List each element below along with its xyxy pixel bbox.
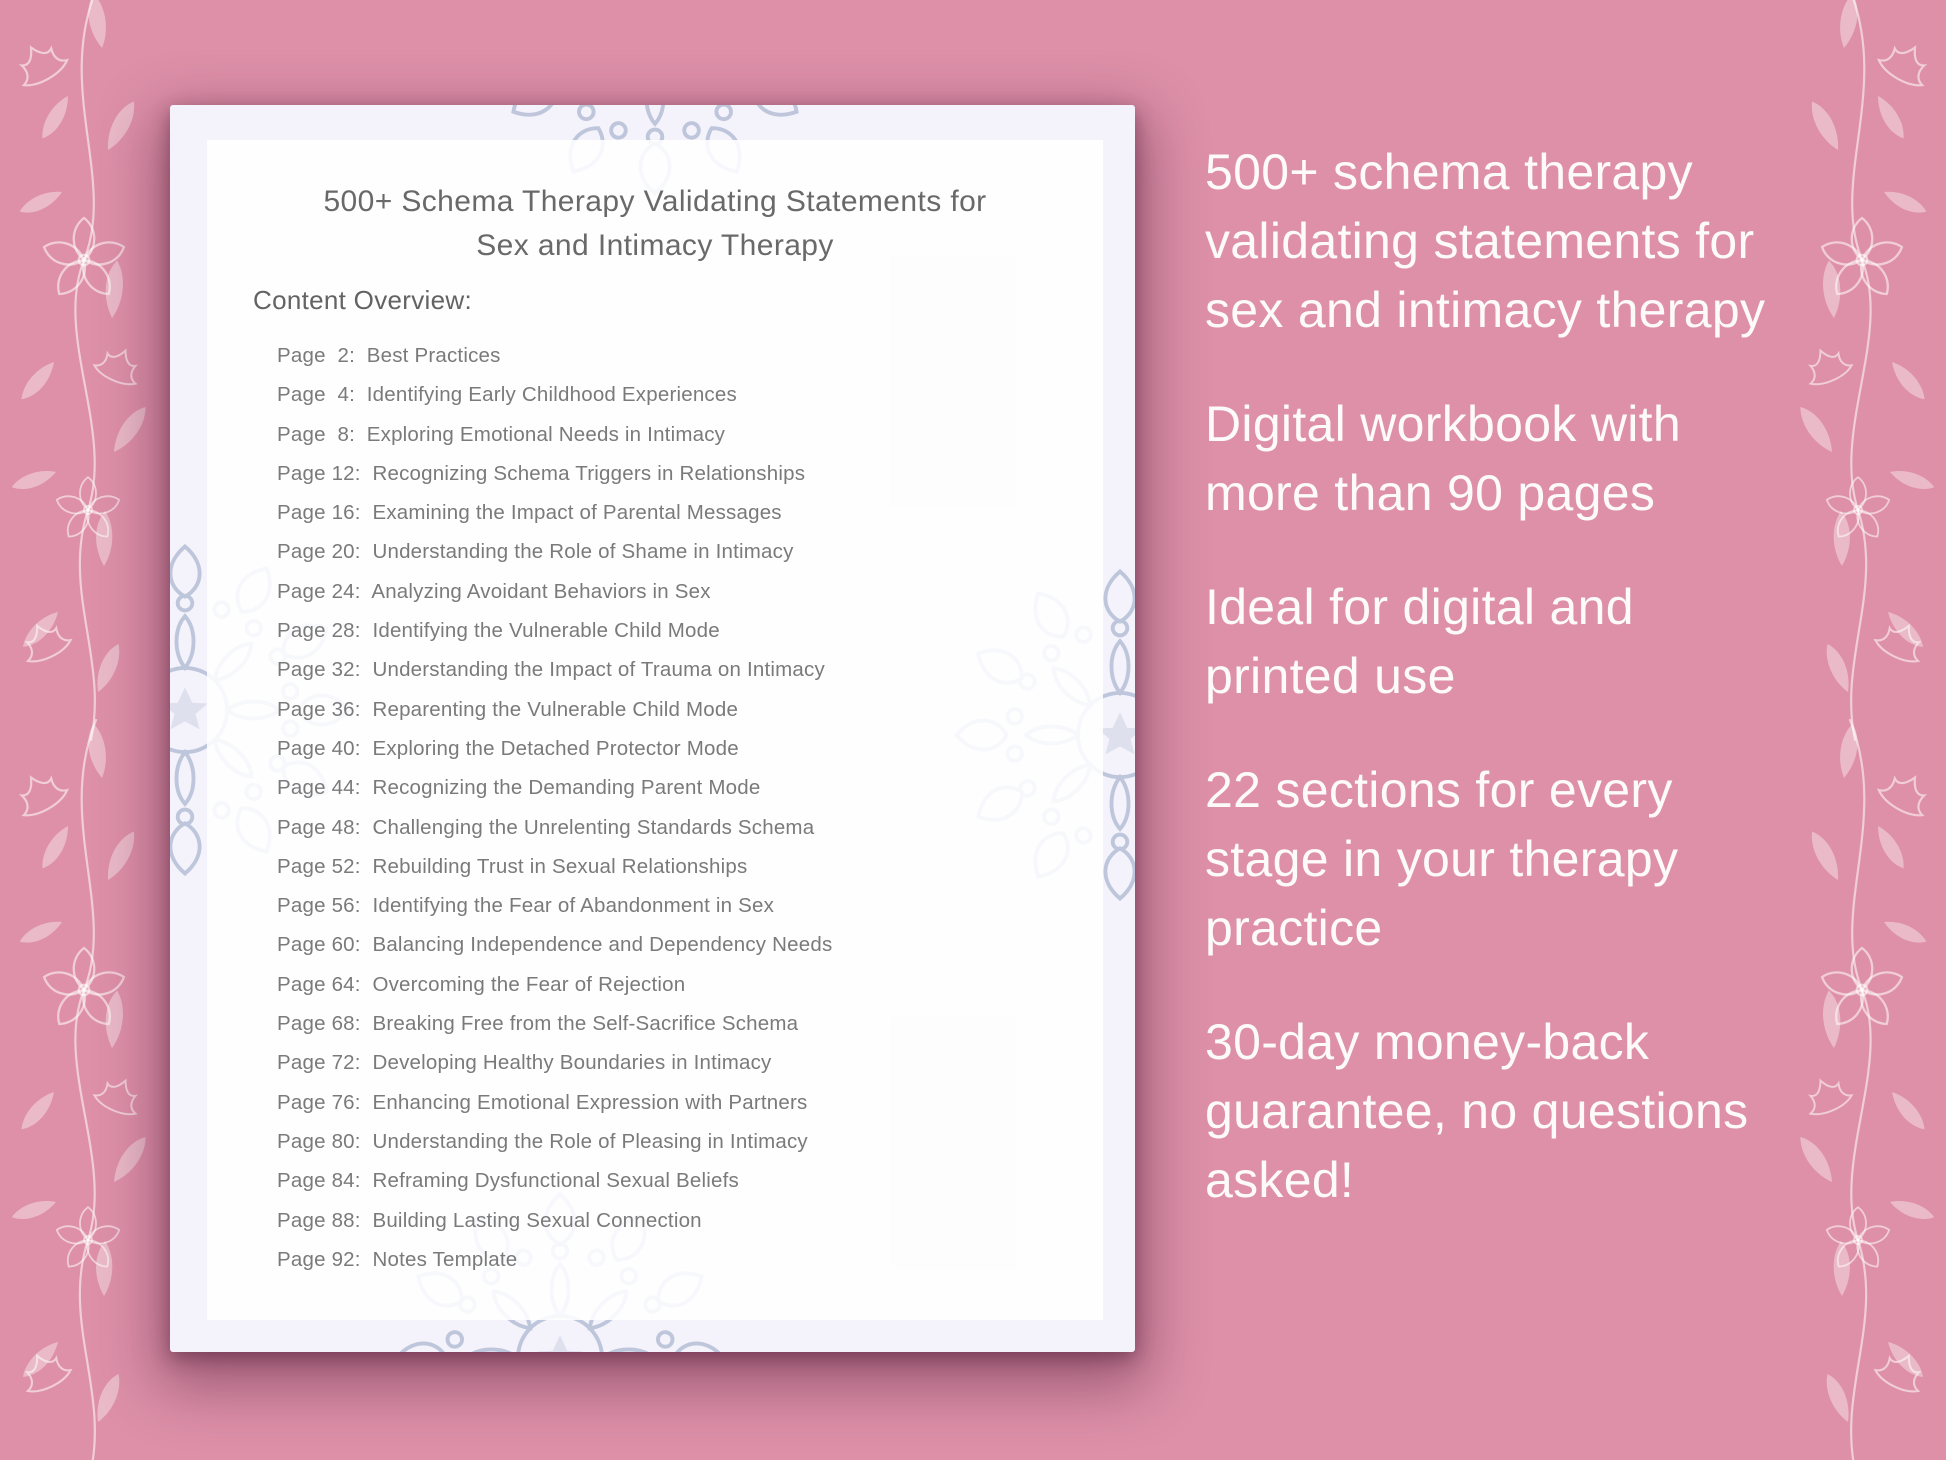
- benefits-list: [1205, 138, 1795, 1260]
- content-overview-heading: Content Overview:: [253, 285, 472, 315]
- toc-item: Page 28: Identifying the Vulnerable Child Mode: [277, 619, 720, 643]
- document-page: [207, 140, 1103, 1320]
- document-title-line-2: Sex and Intimacy Therapy: [476, 229, 834, 262]
- toc-list: [277, 336, 832, 1279]
- toc-item: Page 72: Developing Healthy Boundaries in Intimacy: [277, 1051, 772, 1075]
- floral-border-right-icon: [1800, 0, 1946, 1460]
- toc-item: Page 16: Examining the Impact of Parental Messages: [277, 501, 782, 525]
- toc-item: Page 8: Exploring Emotional Needs in Intimacy: [277, 422, 726, 446]
- floral-border-left-icon: [0, 0, 146, 1460]
- toc-item: Page 12: Recognizing Schema Triggers in Relationships: [277, 461, 806, 485]
- toc-item: Page 4: Identifying Early Childhood Experiences: [277, 383, 737, 407]
- benefit-item: 30-day money-back guarantee, no questions asked!: [1205, 1014, 1749, 1208]
- toc-item: Page 88: Building Lasting Sexual Connection: [277, 1208, 702, 1232]
- toc-item: Page 2: Best Practices: [277, 344, 501, 367]
- toc-item: Page 60: Balancing Independence and Dependency Needs: [277, 933, 833, 957]
- toc-item: Page 40: Exploring the Detached Protector Mode: [277, 736, 739, 760]
- toc-item: Page 92: Notes Template: [277, 1247, 518, 1271]
- toc-item: Page 20: Understanding the Role of Shame in Intimacy: [277, 540, 794, 564]
- toc-item: Page 56: Identifying the Fear of Abandonment in Sex: [277, 894, 775, 918]
- benefit-item: 22 sections for every stage in your therapy practice: [1205, 762, 1679, 956]
- toc-item: Page 76: Enhancing Emotional Expression with Partners: [277, 1090, 808, 1114]
- toc-item: Page 24: Analyzing Avoidant Behaviors in Sex: [277, 579, 711, 603]
- benefit-item: 500+ schema therapy validating statements for sex and intimacy therapy: [1205, 144, 1766, 338]
- toc-item: Page 36: Reparenting the Vulnerable Child Mode: [277, 697, 739, 721]
- toc-item: Page 80: Understanding the Role of Pleasing in Intimacy: [277, 1129, 808, 1153]
- benefit-item: Digital workbook with more than 90 pages: [1205, 396, 1681, 521]
- toc-item: Page 52: Rebuilding Trust in Sexual Relationships: [277, 854, 748, 878]
- document-title: [207, 180, 1103, 268]
- benefit-item: Ideal for digital and printed use: [1205, 579, 1634, 704]
- toc-item: Page 68: Breaking Free from the Self-Sacrifice Schema: [277, 1012, 799, 1036]
- toc-item: Page 44: Recognizing the Demanding Parent Mode: [277, 776, 761, 800]
- document-card: [170, 105, 1135, 1352]
- toc-item: Page 64: Overcoming the Fear of Rejection: [277, 972, 686, 996]
- toc-item: Page 32: Understanding the Impact of Trauma on Intimacy: [277, 658, 825, 682]
- document-title-line-1: 500+ Schema Therapy Validating Statements for: [323, 185, 987, 218]
- toc-item: Page 48: Challenging the Unrelenting Standards Schema: [277, 815, 815, 839]
- toc-item: Page 84: Reframing Dysfunctional Sexual Beliefs: [277, 1169, 739, 1193]
